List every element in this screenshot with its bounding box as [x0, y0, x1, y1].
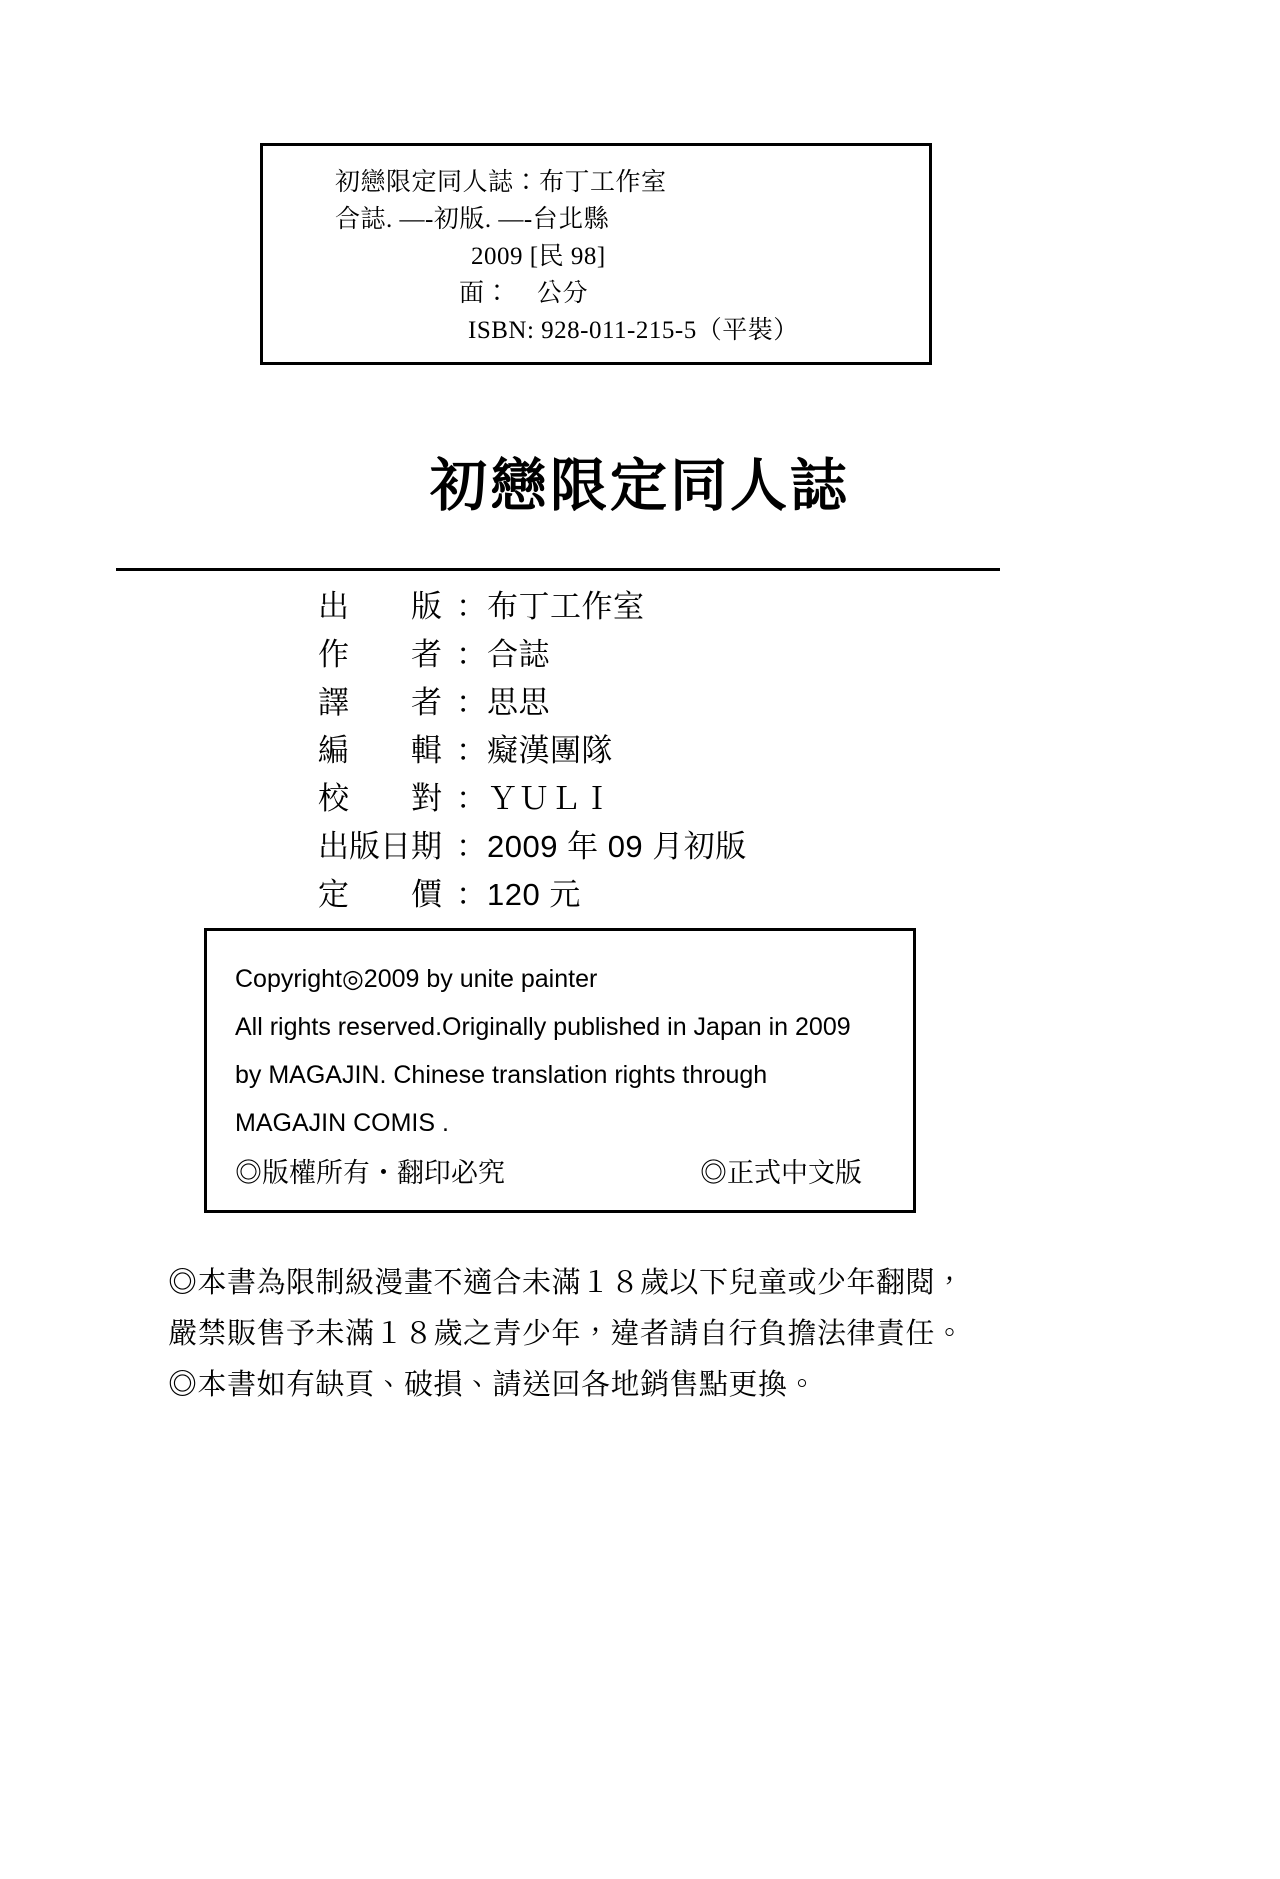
- credit-label: 編 輯: [318, 733, 442, 768]
- cip-line-pages: 面： 公分: [459, 280, 589, 307]
- credit-label: 校 對: [318, 781, 442, 816]
- credit-separator: ：: [456, 685, 487, 720]
- credit-separator: ：: [456, 829, 487, 864]
- credit-row: [318, 775, 1018, 823]
- page-title: 初戀限定同人誌: [430, 453, 850, 519]
- credit-label: 作 者: [318, 637, 442, 672]
- notice-age-restriction-line-2: 嚴禁販售予未滿１８歲之青少年，違者請自行負擔法律責任。: [168, 1318, 965, 1350]
- credit-value: 合誌: [487, 637, 550, 672]
- credits-list: [318, 583, 1018, 919]
- credit-separator: ：: [456, 781, 487, 816]
- credit-separator: ：: [456, 733, 487, 768]
- notices-block: [168, 1258, 1128, 1411]
- credit-row: [318, 583, 1018, 631]
- copyright-box: [204, 928, 916, 1213]
- credit-row: [318, 823, 1018, 871]
- copyright-line: MAGAJIN COMIS .: [235, 1109, 449, 1137]
- cip-line-year: 2009 [民 98]: [471, 243, 606, 270]
- copyright-line: All rights reserved.Originally published in Japan in 2009: [235, 1013, 851, 1041]
- credit-label: 出版日期: [318, 829, 442, 864]
- cip-line-title: 初戀限定同人誌：布丁工作室: [335, 169, 667, 196]
- credit-row: [318, 631, 1018, 679]
- credit-row: [318, 679, 1018, 727]
- copyright-reserved-note: ◎版權所有・翻印必究: [235, 1158, 505, 1188]
- credit-value: 癡漢團隊: [487, 733, 613, 768]
- credit-value: ＹＵＬＩ: [487, 781, 613, 816]
- cip-line-isbn: ISBN: 928-011-215-5（平裝）: [468, 317, 799, 344]
- credit-value: 2009 年 09 月初版: [487, 829, 747, 864]
- credit-separator: ：: [456, 637, 487, 672]
- cip-line-edition: 合誌. —-初版. —-台北縣: [335, 206, 610, 233]
- cip-record-content: [263, 146, 929, 349]
- notice-damaged-copy: ◎本書如有缺頁、破損、請送回各地銷售點更換。: [168, 1369, 818, 1401]
- credit-value: 布丁工作室: [487, 589, 645, 624]
- copyright-line: by MAGAJIN. Chinese translation rights through: [235, 1061, 768, 1089]
- cip-record-box: [260, 143, 932, 365]
- credit-separator: ：: [456, 877, 487, 912]
- credit-value: 思思: [487, 685, 550, 720]
- credit-row: [318, 871, 1018, 919]
- divider: [116, 568, 1000, 571]
- copyright-footer: [235, 1151, 885, 1190]
- copyright-line: Copyright◎2009 by unite painter: [235, 965, 598, 993]
- credit-row: [318, 727, 1018, 775]
- notice-age-restriction-line-1: ◎本書為限制級漫畫不適合未滿１８歲以下兒童或少年翻閱，: [168, 1267, 965, 1299]
- official-chinese-edition-note: ◎正式中文版: [700, 1158, 862, 1188]
- credit-label: 出 版: [318, 589, 442, 624]
- credit-value: 120 元: [487, 877, 581, 912]
- credit-label: 譯 者: [318, 685, 442, 720]
- credit-label: 定 價: [318, 877, 442, 912]
- credit-separator: ：: [456, 589, 487, 624]
